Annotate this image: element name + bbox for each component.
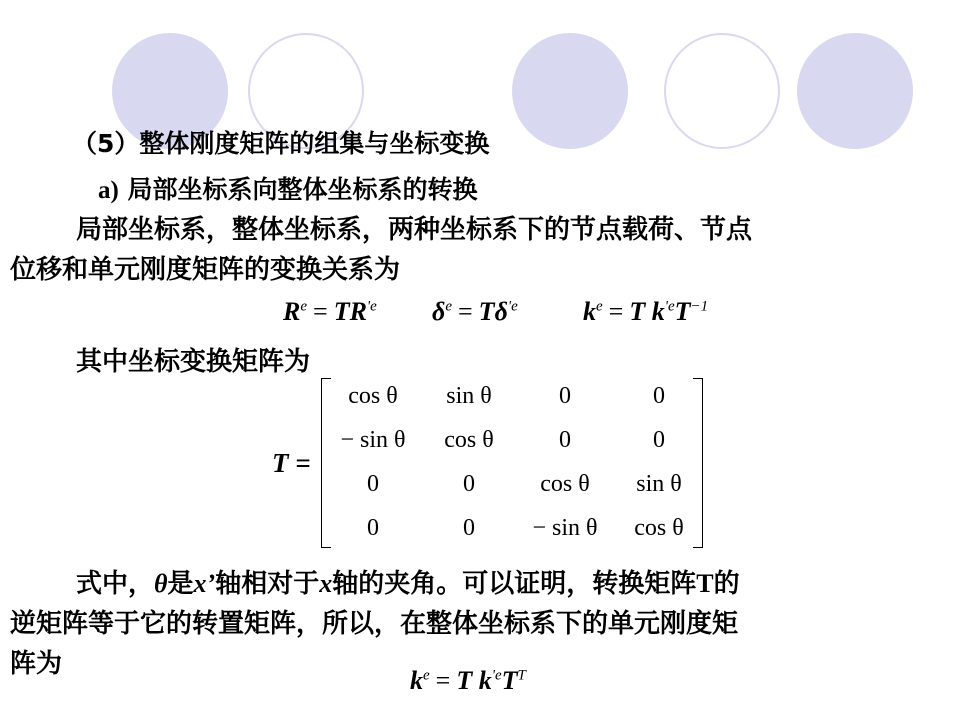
decor-circle-4 bbox=[664, 33, 780, 149]
matrix-cell-r3c3: cos θ bbox=[540, 471, 590, 497]
section-title: （5）整体刚度矩阵的组集与坐标变换 bbox=[72, 129, 490, 158]
decor-circle-5 bbox=[797, 33, 913, 149]
matrix-cell-r2c4: 0 bbox=[653, 427, 665, 453]
matrix-cell-r1c1: cos θ bbox=[348, 383, 398, 409]
matrix-cell-r4c2: 0 bbox=[463, 515, 475, 541]
matrix-cell-r4c4: cos θ bbox=[634, 515, 684, 541]
matrix-cell-r2c3: 0 bbox=[559, 427, 571, 453]
matrix-label: T = bbox=[272, 448, 311, 478]
subsection-text: 局部坐标系向整体坐标系的转换 bbox=[118, 175, 478, 204]
matrix-cell-r2c1: − sin θ bbox=[340, 427, 406, 453]
matrix-cell-r1c3: 0 bbox=[559, 383, 571, 409]
intro-line-2: 位移和单元刚度矩阵的变换关系为 bbox=[10, 255, 401, 285]
matrix-cell-r3c2: 0 bbox=[463, 471, 475, 497]
matrix-cell-r1c2: sin θ bbox=[446, 383, 492, 409]
equation-displacement: $\delta^e = T\delta^{'e}$ bbox=[432, 297, 518, 326]
matrix-cell-r3c1: 0 bbox=[367, 471, 379, 497]
conclusion-line-3: 阵为 bbox=[10, 649, 63, 679]
matrix-cell-r2c2: cos θ bbox=[444, 427, 494, 453]
matrix-intro: 其中坐标变换矩阵为 bbox=[76, 347, 311, 377]
conclusion-line-1: 式中，θ是x’轴相对于x轴的夹角。可以证明，转换矩阵T的 bbox=[76, 569, 740, 599]
matrix-cell-r4c3: − sin θ bbox=[532, 515, 598, 541]
subsection-title bbox=[98, 170, 478, 206]
matrix-cell-r1c4: 0 bbox=[653, 383, 665, 409]
subsection-marker: a) bbox=[98, 177, 119, 204]
matrix-cell-r4c1: 0 bbox=[367, 515, 379, 541]
equation-load: $R^e = TR^{'e}$ bbox=[283, 297, 377, 326]
conclusion-line-2: 逆矩阵等于它的转置矩阵，所以，在整体坐标系下的单元刚度矩 bbox=[10, 609, 739, 639]
matrix-cell-r3c4: sin θ bbox=[636, 471, 682, 497]
decor-circle-3 bbox=[512, 33, 628, 149]
equation-stiffness: $k^e = T$ $k^{'e}T^{-1}$ bbox=[583, 297, 709, 326]
intro-line-1: 局部坐标系，整体坐标系，两种坐标系下的节点载荷、节点 bbox=[76, 215, 753, 245]
equation-global-stiffness: $k^e = T$ $k^{'e}T^T$ bbox=[410, 666, 526, 695]
